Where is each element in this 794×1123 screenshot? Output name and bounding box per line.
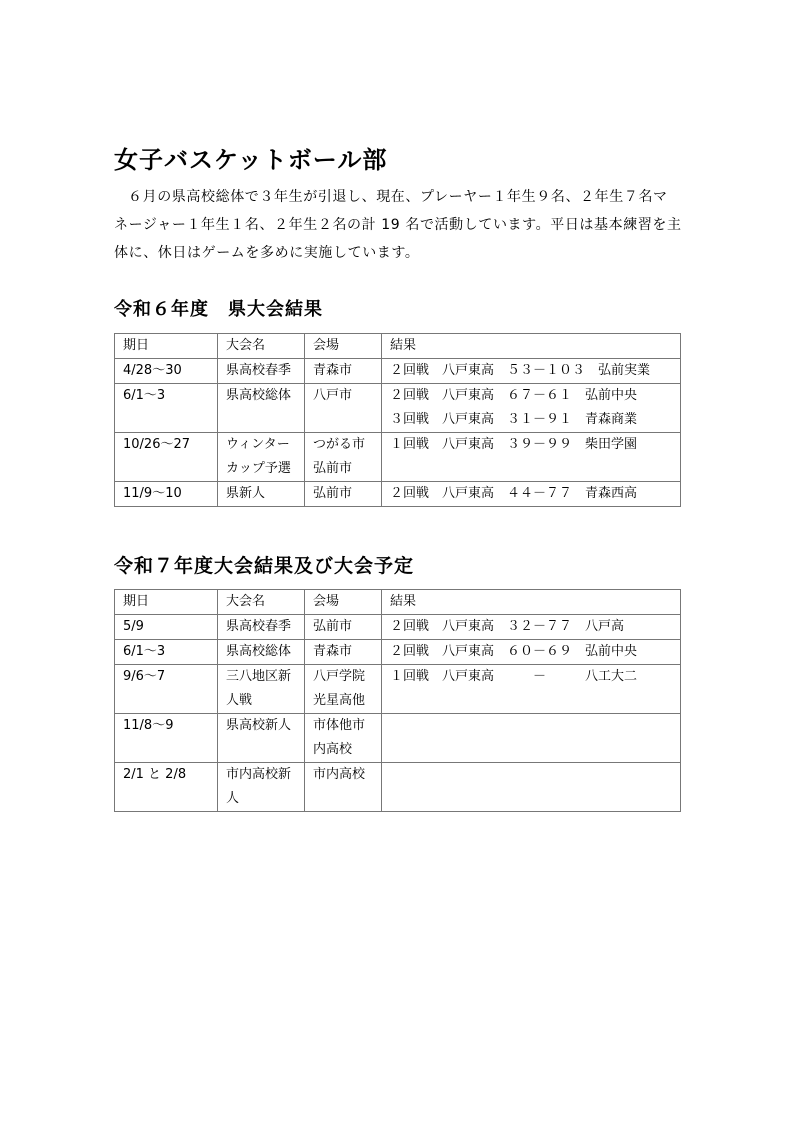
header-result: 結果	[382, 334, 681, 359]
cell-venue: 市体他市 内高校	[305, 714, 382, 763]
cell-date: 11/8～9	[115, 714, 218, 763]
cell-date: 4/28～30	[115, 359, 218, 384]
cell-venue: 弘前市	[305, 482, 382, 507]
header-date: 期日	[115, 590, 218, 615]
table-header-row	[115, 590, 681, 615]
cell-date: 9/6～7	[115, 665, 218, 714]
cell-result: ２回戦 八戸東高 ３２－７７ 八戸高	[382, 615, 681, 640]
table-row	[115, 714, 681, 763]
table-row	[115, 763, 681, 812]
intro-text: ６月の県高校総体で３年生が引退し、現在、プレーヤー１年生９名、２年生７名マネージャー１年生１名、２年生２名の計 19 名で活動しています。平日は基本練習を主体に、休日はゲームを多めに実施しています。	[114, 189, 682, 261]
table-row	[115, 384, 681, 433]
page-title: 女子バスケットボール部	[114, 146, 388, 174]
cell-result: ２回戦 八戸東高 ６７－６１ 弘前中央 ３回戦 八戸東高 ３１－９１ 青森商業	[382, 384, 681, 433]
cell-date: 5/9	[115, 615, 218, 640]
results-table-r6	[114, 333, 681, 507]
table-header-row	[115, 334, 681, 359]
cell-event: 県高校春季	[218, 359, 305, 384]
cell-date: 10/26～27	[115, 433, 218, 482]
cell-result: ２回戦 八戸東高 ４４－７７ 青森西高	[382, 482, 681, 507]
table-row	[115, 359, 681, 384]
cell-venue: 青森市	[305, 640, 382, 665]
cell-venue: 八戸市	[305, 384, 382, 433]
cell-venue: 青森市	[305, 359, 382, 384]
table-row	[115, 433, 681, 482]
section1-heading: 令和６年度 県大会結果	[114, 299, 323, 320]
cell-result	[382, 763, 681, 812]
table-row	[115, 482, 681, 507]
results-table-r7	[114, 589, 681, 812]
cell-venue: 市内高校	[305, 763, 382, 812]
header-venue: 会場	[305, 334, 382, 359]
cell-venue: つがる市 弘前市	[305, 433, 382, 482]
cell-event: 県高校春季	[218, 615, 305, 640]
table-row	[115, 665, 681, 714]
cell-event: 市内高校新 人	[218, 763, 305, 812]
header-venue: 会場	[305, 590, 382, 615]
intro-paragraph	[114, 183, 682, 267]
cell-result: ２回戦 八戸東高 ５３－１０３ 弘前実業	[382, 359, 681, 384]
cell-event: 県高校新人	[218, 714, 305, 763]
cell-result: １回戦 八戸東高 ３９－９９ 柴田学園	[382, 433, 681, 482]
cell-event: 県高校総体	[218, 640, 305, 665]
cell-date: 6/1～3	[115, 384, 218, 433]
cell-venue: 八戸学院 光星高他	[305, 665, 382, 714]
cell-event: ウィンター カップ予選	[218, 433, 305, 482]
header-date: 期日	[115, 334, 218, 359]
header-event: 大会名	[218, 590, 305, 615]
cell-date: 6/1～3	[115, 640, 218, 665]
cell-date: 2/1 と 2/8	[115, 763, 218, 812]
cell-date: 11/9～10	[115, 482, 218, 507]
section2-heading: 令和７年度大会結果及び大会予定	[114, 555, 415, 577]
table-row	[115, 615, 681, 640]
cell-result	[382, 714, 681, 763]
cell-event: 県高校総体	[218, 384, 305, 433]
cell-event: 三八地区新 人戦	[218, 665, 305, 714]
header-result: 結果	[382, 590, 681, 615]
cell-event: 県新人	[218, 482, 305, 507]
cell-result: １回戦 八戸東高 － 八工大二	[382, 665, 681, 714]
table-row	[115, 640, 681, 665]
cell-venue: 弘前市	[305, 615, 382, 640]
cell-result: ２回戦 八戸東高 ６０－６９ 弘前中央	[382, 640, 681, 665]
header-event: 大会名	[218, 334, 305, 359]
